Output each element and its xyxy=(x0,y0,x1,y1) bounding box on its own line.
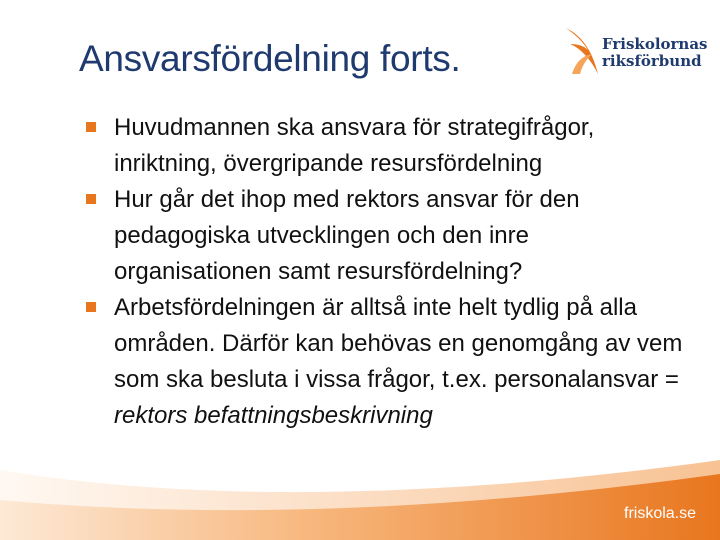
square-bullet-icon xyxy=(86,194,96,204)
bullet-text: Hur går det ihop med rektors ansvar för den pedagogiska utvecklingen och den inre organisationen samt resursfördelning? xyxy=(114,186,580,285)
bullet-item xyxy=(86,182,686,290)
footer-url: friskola.se xyxy=(624,505,697,522)
bullet-list xyxy=(86,110,686,434)
square-bullet-icon xyxy=(86,302,96,312)
logo-line-1: Friskolornas xyxy=(602,35,708,53)
logo-line-2: riksförbund xyxy=(602,52,702,70)
bullet-item xyxy=(86,290,686,434)
footer-swoosh-decoration xyxy=(0,440,720,540)
bullet-text: Arbetsfördelningen är alltså inte helt tydlig på alla områden. Därför kan behövas en genomgång av vem som ska besluta i vissa frågor, t.ex. personalansvar = xyxy=(114,294,683,393)
bullet-item xyxy=(86,110,686,182)
slide-title: Ansvarsfördelning forts. xyxy=(79,38,461,79)
square-bullet-icon xyxy=(86,122,96,132)
logo-wordmark xyxy=(602,36,708,70)
bullet-text: Huvudmannen ska ansvara för strategifrågor, inriktning, övergripande resursfördelning xyxy=(114,114,595,177)
bullet-italic-text: rektors befattningsbeskrivning xyxy=(114,402,433,429)
